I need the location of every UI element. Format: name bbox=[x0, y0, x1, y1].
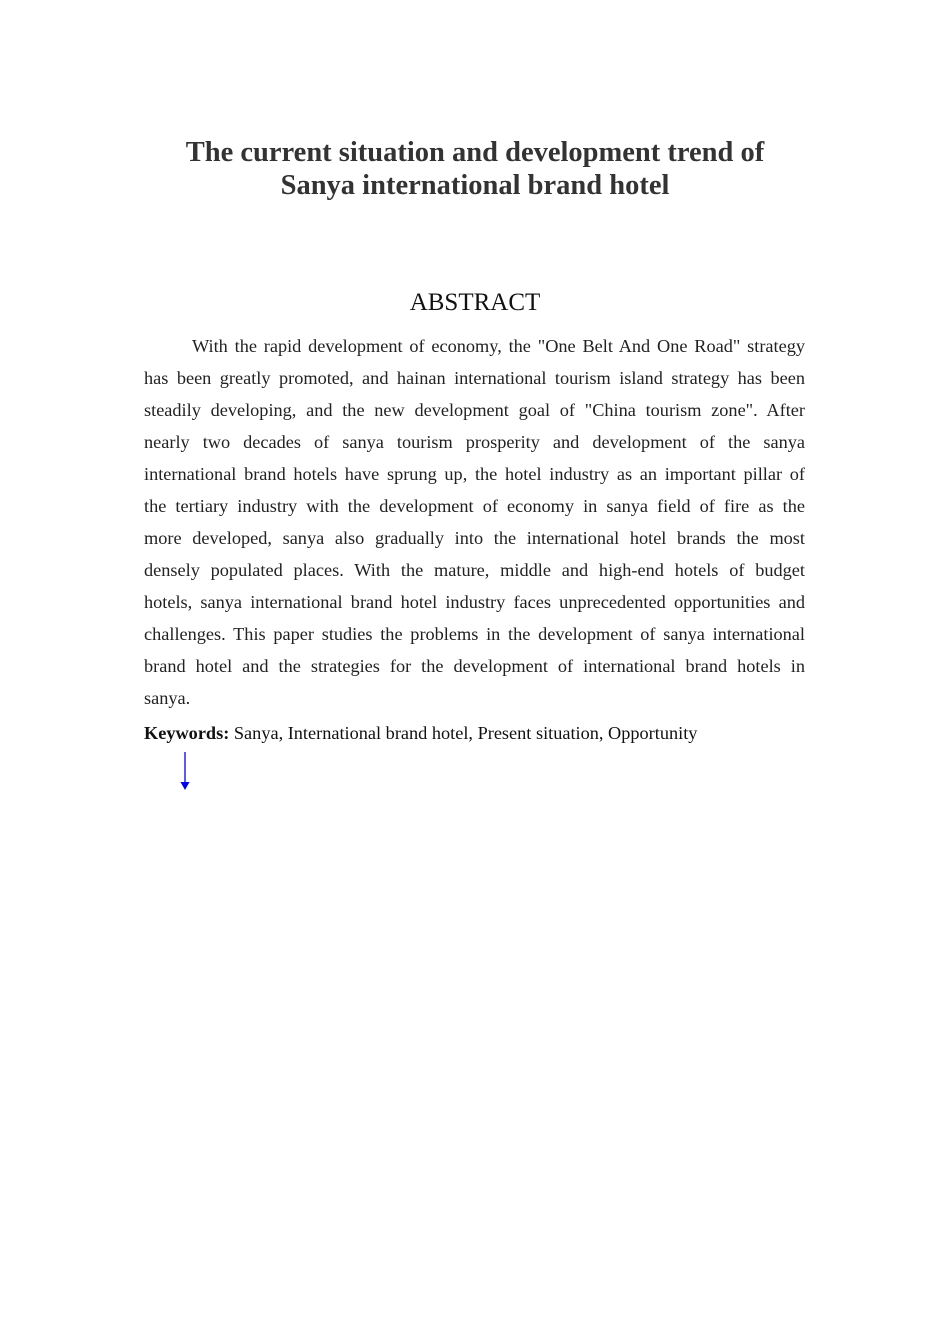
abstract-line: With the rapid development of economy, the "One Belt And One Road" strategy bbox=[192, 336, 805, 356]
keywords bbox=[144, 720, 697, 746]
abstract-line: brand hotel and the strategies for the development of international brand hotels in bbox=[144, 656, 805, 676]
abstract-line: has been greatly promoted, and hainan international tourism island strategy has been bbox=[144, 368, 805, 388]
abstract-line: the tertiary industry with the development of economy in sanya field of fire as the bbox=[144, 496, 805, 516]
keywords-label: Keywords: bbox=[144, 723, 230, 743]
abstract-line: steadily developing, and the new development goal of "China tourism zone". After bbox=[144, 400, 805, 420]
title-line-1: The current situation and development trend of bbox=[185, 137, 765, 168]
keywords-value: Sanya, International brand hotel, Present situation, Opportunity bbox=[233, 723, 698, 743]
abstract-heading: ABSTRACT bbox=[409, 289, 541, 316]
abstract-line: sanya. bbox=[144, 688, 191, 708]
abstract-body bbox=[144, 330, 805, 714]
down-arrow-icon bbox=[179, 752, 191, 792]
title-line-2: Sanya international brand hotel bbox=[280, 170, 670, 201]
paper-title bbox=[0, 136, 950, 202]
abstract-line: challenges. This paper studies the problems in the development of sanya international bbox=[144, 624, 805, 644]
abstract-line: more developed, sanya also gradually into the international hotel brands the most bbox=[144, 528, 805, 548]
abstract-line: international brand hotels have sprung up, the hotel industry as an important pillar of bbox=[144, 464, 805, 484]
abstract-line: nearly two decades of sanya tourism prosperity and development of the sanya bbox=[144, 432, 805, 452]
abstract-line: hotels, sanya international brand hotel industry faces unprecedented opportunities and bbox=[144, 592, 805, 612]
abstract-line: densely populated places. With the mature, middle and high-end hotels of budget bbox=[144, 560, 805, 580]
